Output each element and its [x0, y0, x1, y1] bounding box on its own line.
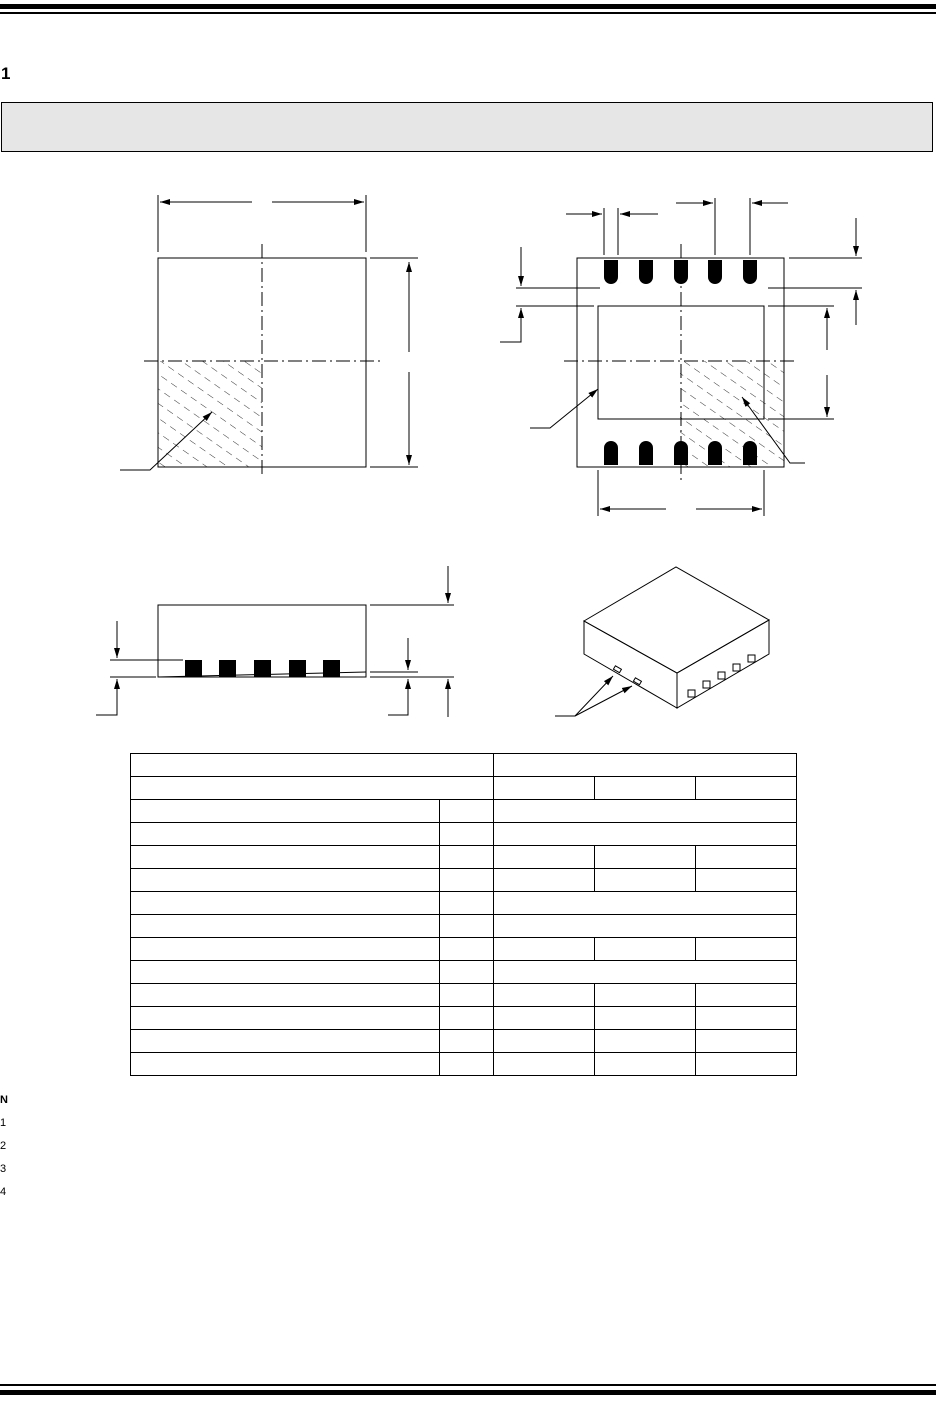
table-cell	[595, 984, 696, 1007]
table-cell	[494, 800, 797, 823]
note-item: 2	[0, 1140, 7, 1152]
table-cell	[440, 869, 494, 892]
table-cell	[494, 938, 595, 961]
table-cell	[494, 1007, 595, 1030]
dimension-line-A1	[388, 679, 408, 715]
table-cell	[440, 800, 494, 823]
table-row	[131, 984, 797, 1007]
table-cell	[440, 938, 494, 961]
table-cell	[440, 892, 494, 915]
table-cell	[696, 984, 797, 1007]
table-row	[131, 892, 797, 915]
table-cell	[440, 1053, 494, 1076]
table-cell	[131, 892, 440, 915]
table-cell	[696, 869, 797, 892]
table-cell	[440, 961, 494, 984]
table-cell	[494, 1053, 595, 1076]
table-cell	[131, 1053, 440, 1076]
table-cell	[595, 1007, 696, 1030]
table-cell	[131, 938, 440, 961]
table-cell	[696, 1007, 797, 1030]
table-cell	[131, 869, 440, 892]
table-row	[131, 938, 797, 961]
notes-heading: N	[0, 1094, 8, 1106]
table-cell	[595, 846, 696, 869]
bottom-rule-thick	[0, 1390, 936, 1395]
iso-right-face	[677, 620, 769, 708]
table-cell	[440, 823, 494, 846]
table-row	[131, 1030, 797, 1053]
table-cell	[696, 1053, 797, 1076]
table-cell	[494, 823, 797, 846]
table-cell	[131, 823, 440, 846]
table-cell	[131, 754, 494, 777]
note-item: 1	[0, 1117, 7, 1129]
bottom-rule-thin	[0, 1384, 936, 1386]
table-cell	[696, 1030, 797, 1053]
table-cell	[131, 800, 440, 823]
terminals-top-row	[604, 260, 757, 284]
table-cell	[696, 846, 797, 869]
table-cell	[131, 846, 440, 869]
table-cell	[440, 1030, 494, 1053]
table-row	[131, 961, 797, 984]
dimension-table	[130, 753, 797, 1076]
bottom-view	[500, 198, 862, 516]
table-row	[131, 846, 797, 869]
table-cell	[595, 938, 696, 961]
table-cell	[696, 938, 797, 961]
isometric-view	[555, 567, 769, 716]
table-cell	[440, 915, 494, 938]
table-cell	[494, 961, 797, 984]
table-cell	[131, 961, 440, 984]
table-row	[131, 823, 797, 846]
table-cell	[494, 777, 595, 800]
iso-left-face	[584, 621, 677, 708]
table-cell	[696, 777, 797, 800]
table-cell	[494, 984, 595, 1007]
top-view	[120, 195, 418, 478]
leader-line-exposed-pad	[530, 389, 598, 428]
table-row	[131, 800, 797, 823]
table-cell	[494, 869, 595, 892]
side-terminals	[185, 660, 340, 677]
section-number: 1	[1, 64, 11, 83]
table-cell	[595, 1030, 696, 1053]
note-item: 4	[0, 1186, 7, 1198]
notes-block	[0, 1089, 8, 1204]
table-cell	[595, 869, 696, 892]
table-cell	[131, 1007, 440, 1030]
iso-left-terminals	[613, 666, 641, 685]
table-cell	[494, 1030, 595, 1053]
dimension-line-L	[500, 308, 521, 342]
note-item: 3	[0, 1163, 7, 1175]
table-row	[131, 1053, 797, 1076]
table-cell	[131, 984, 440, 1007]
table-cell	[131, 915, 440, 938]
table-row	[131, 915, 797, 938]
side-view	[96, 566, 454, 717]
table-cell	[494, 915, 797, 938]
table-cell	[494, 754, 797, 777]
table-cell	[494, 846, 595, 869]
table-cell	[131, 777, 494, 800]
table-cell	[440, 1007, 494, 1030]
table-cell	[595, 1053, 696, 1076]
table-row	[131, 869, 797, 892]
table-cell	[440, 984, 494, 1007]
table-cell	[131, 1030, 440, 1053]
dimension-line-A3	[96, 679, 117, 715]
table-row	[131, 754, 797, 777]
leader-line-terminal	[555, 676, 613, 716]
table-cell	[595, 777, 696, 800]
table-cell	[494, 892, 797, 915]
iso-top-face	[584, 567, 769, 673]
leader-line-terminal	[575, 686, 632, 716]
table-row	[131, 777, 797, 800]
table-cell	[440, 846, 494, 869]
table-row	[131, 1007, 797, 1030]
